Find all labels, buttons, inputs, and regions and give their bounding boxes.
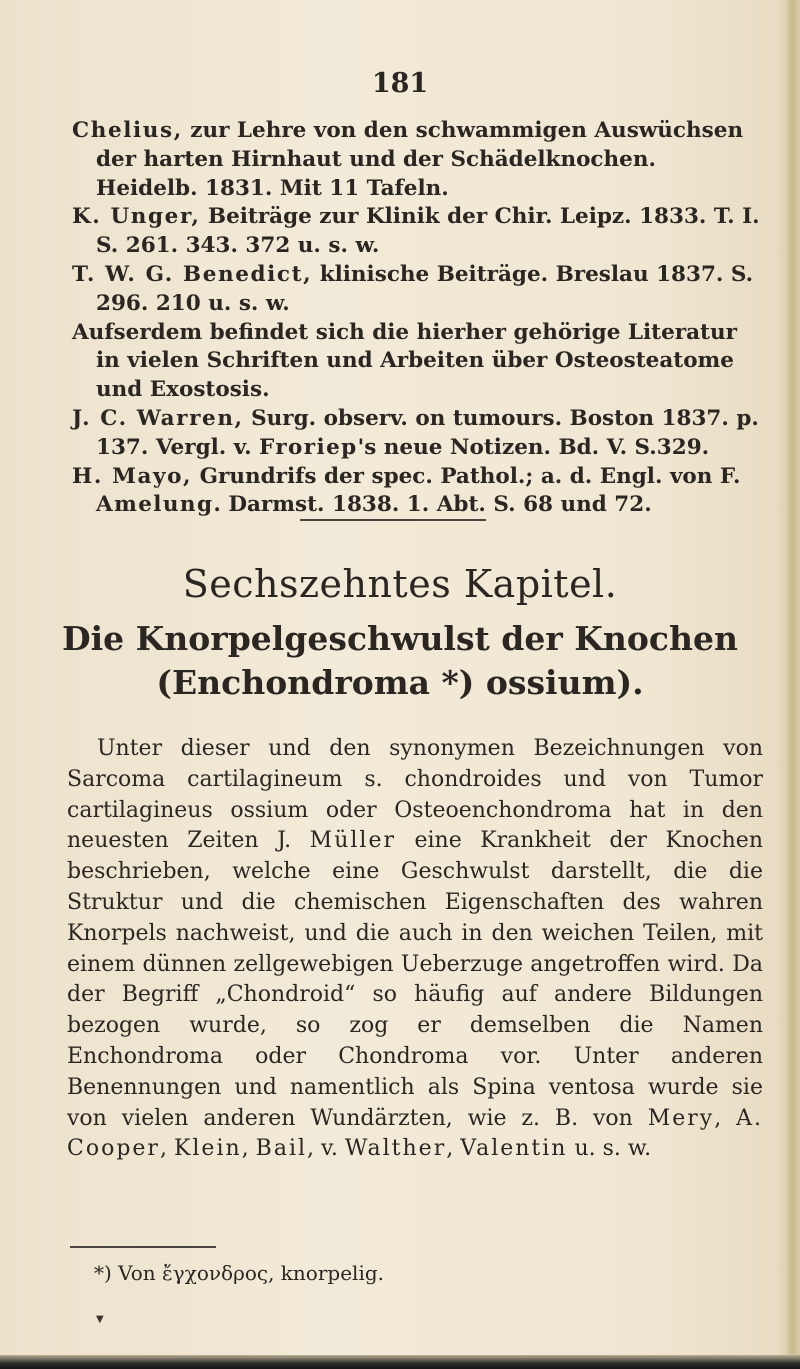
reference-author: H. Mayo,: [72, 463, 193, 489]
reference-item: [72, 405, 762, 463]
person-name: Walther: [344, 1136, 447, 1162]
person-name: Bail: [255, 1136, 308, 1162]
reference-list: [72, 117, 762, 520]
reference-name: Froriep: [259, 434, 358, 460]
text-run: u. s. w.: [567, 1136, 652, 1162]
text-run: Unter dieser und den synonymen Bezeichnungen von Sarcoma cartilagineum s. chondroides und von Tumor cartilagineus ossium oder Osteoenchondroma hat in den neuesten Zeiten J.: [67, 736, 763, 854]
reference-text: klinische Beiträge. Breslau 1837. S. 296. 210 u. s. w.: [96, 261, 754, 316]
body-text: [67, 734, 763, 1165]
section-divider: [300, 519, 486, 521]
person-name: A. Cooper: [67, 1105, 763, 1162]
text-run: ,: [159, 1136, 174, 1162]
scan-border: [0, 1355, 800, 1369]
reference-text: zur Lehre von den schwammigen Auswüchsen der harten Hirnhaut und der Schädelknochen. Heidelb. 1831. Mit 11 Tafeln.: [96, 118, 744, 201]
footnote: *) Von ἔγχονδρος, knorpelig.: [94, 1261, 384, 1285]
text-run: ,: [241, 1136, 256, 1162]
reference-note: [72, 319, 762, 405]
chapter-title: Sechszehntes Kapitel.: [182, 562, 618, 606]
reference-text: . Darmst. 1838. 1. Abt. S. 68 und 72.: [213, 492, 652, 518]
section-heading: Die Knorpelgeschwulst der Knochen (Enchondroma *) ossium).: [61, 619, 738, 702]
text-run: , v.: [307, 1136, 345, 1162]
reference-author: K. Unger,: [72, 204, 201, 230]
person-name: Klein: [173, 1136, 242, 1162]
reference-text: Surg. observ. on tumours. Boston 1837. p. 137. Vergl. v.: [96, 405, 759, 460]
reference-item: [72, 463, 762, 521]
body-paragraph: [67, 734, 763, 1165]
reference-item: [72, 117, 762, 203]
reference-item: [72, 203, 762, 261]
reference-text: 's neue Notizen. Bd. V. S.329.: [357, 434, 710, 460]
page-number: 181: [371, 68, 429, 99]
person-name: Müller: [309, 828, 396, 854]
reference-text: Beiträge zur Klinik der Chir. Leipz. 1833. T. I. S. 261. 343. 372 u. s. w.: [96, 204, 760, 259]
reference-author: J. C. Warren,: [72, 405, 244, 431]
reference-author: T. W. G. Benedict,: [72, 261, 313, 287]
person-name: Valentin: [460, 1136, 568, 1162]
text-run: eine Krankheit der Knochen beschrieben, welche eine Geschwulst darstellt, die die Struktur und die chemischen Eigenschaften des wahren Knorpels nachweist, und die auch in den weichen Teilen, mit einem dünnen zellgewebigen Ueberzuge angetroffen wird. Da der Begriff „Chondroid“ so häufig auf andere Bildungen bezogen wurde, so zog er demselben die Namen Enchondroma oder Chondroma vor. Unter anderen Benennungen und namentlich als Spina ventosa wurde sie von vielen anderen Wundärzten, wie z. B. von: [67, 828, 764, 1131]
footnote-divider: [70, 1246, 216, 1248]
reference-name: Amelung: [96, 492, 214, 518]
reference-text: Aufserdem befindet sich die hierher gehörige Literatur in vielen Schriften und Arbeiten über Osteosteatome und Exostosis.: [72, 319, 737, 403]
text-run: ,: [714, 1105, 737, 1131]
reference-author: Chelius,: [72, 118, 183, 143]
page-edge: [786, 0, 800, 1369]
reference-item: [72, 261, 762, 319]
ink-mark: ▼: [96, 1314, 104, 1325]
person-name: Mery: [647, 1105, 715, 1131]
reference-text: Grundrifs der spec. Pathol.; a. d. Engl. von F.: [192, 463, 741, 489]
text-run: ,: [446, 1136, 461, 1162]
